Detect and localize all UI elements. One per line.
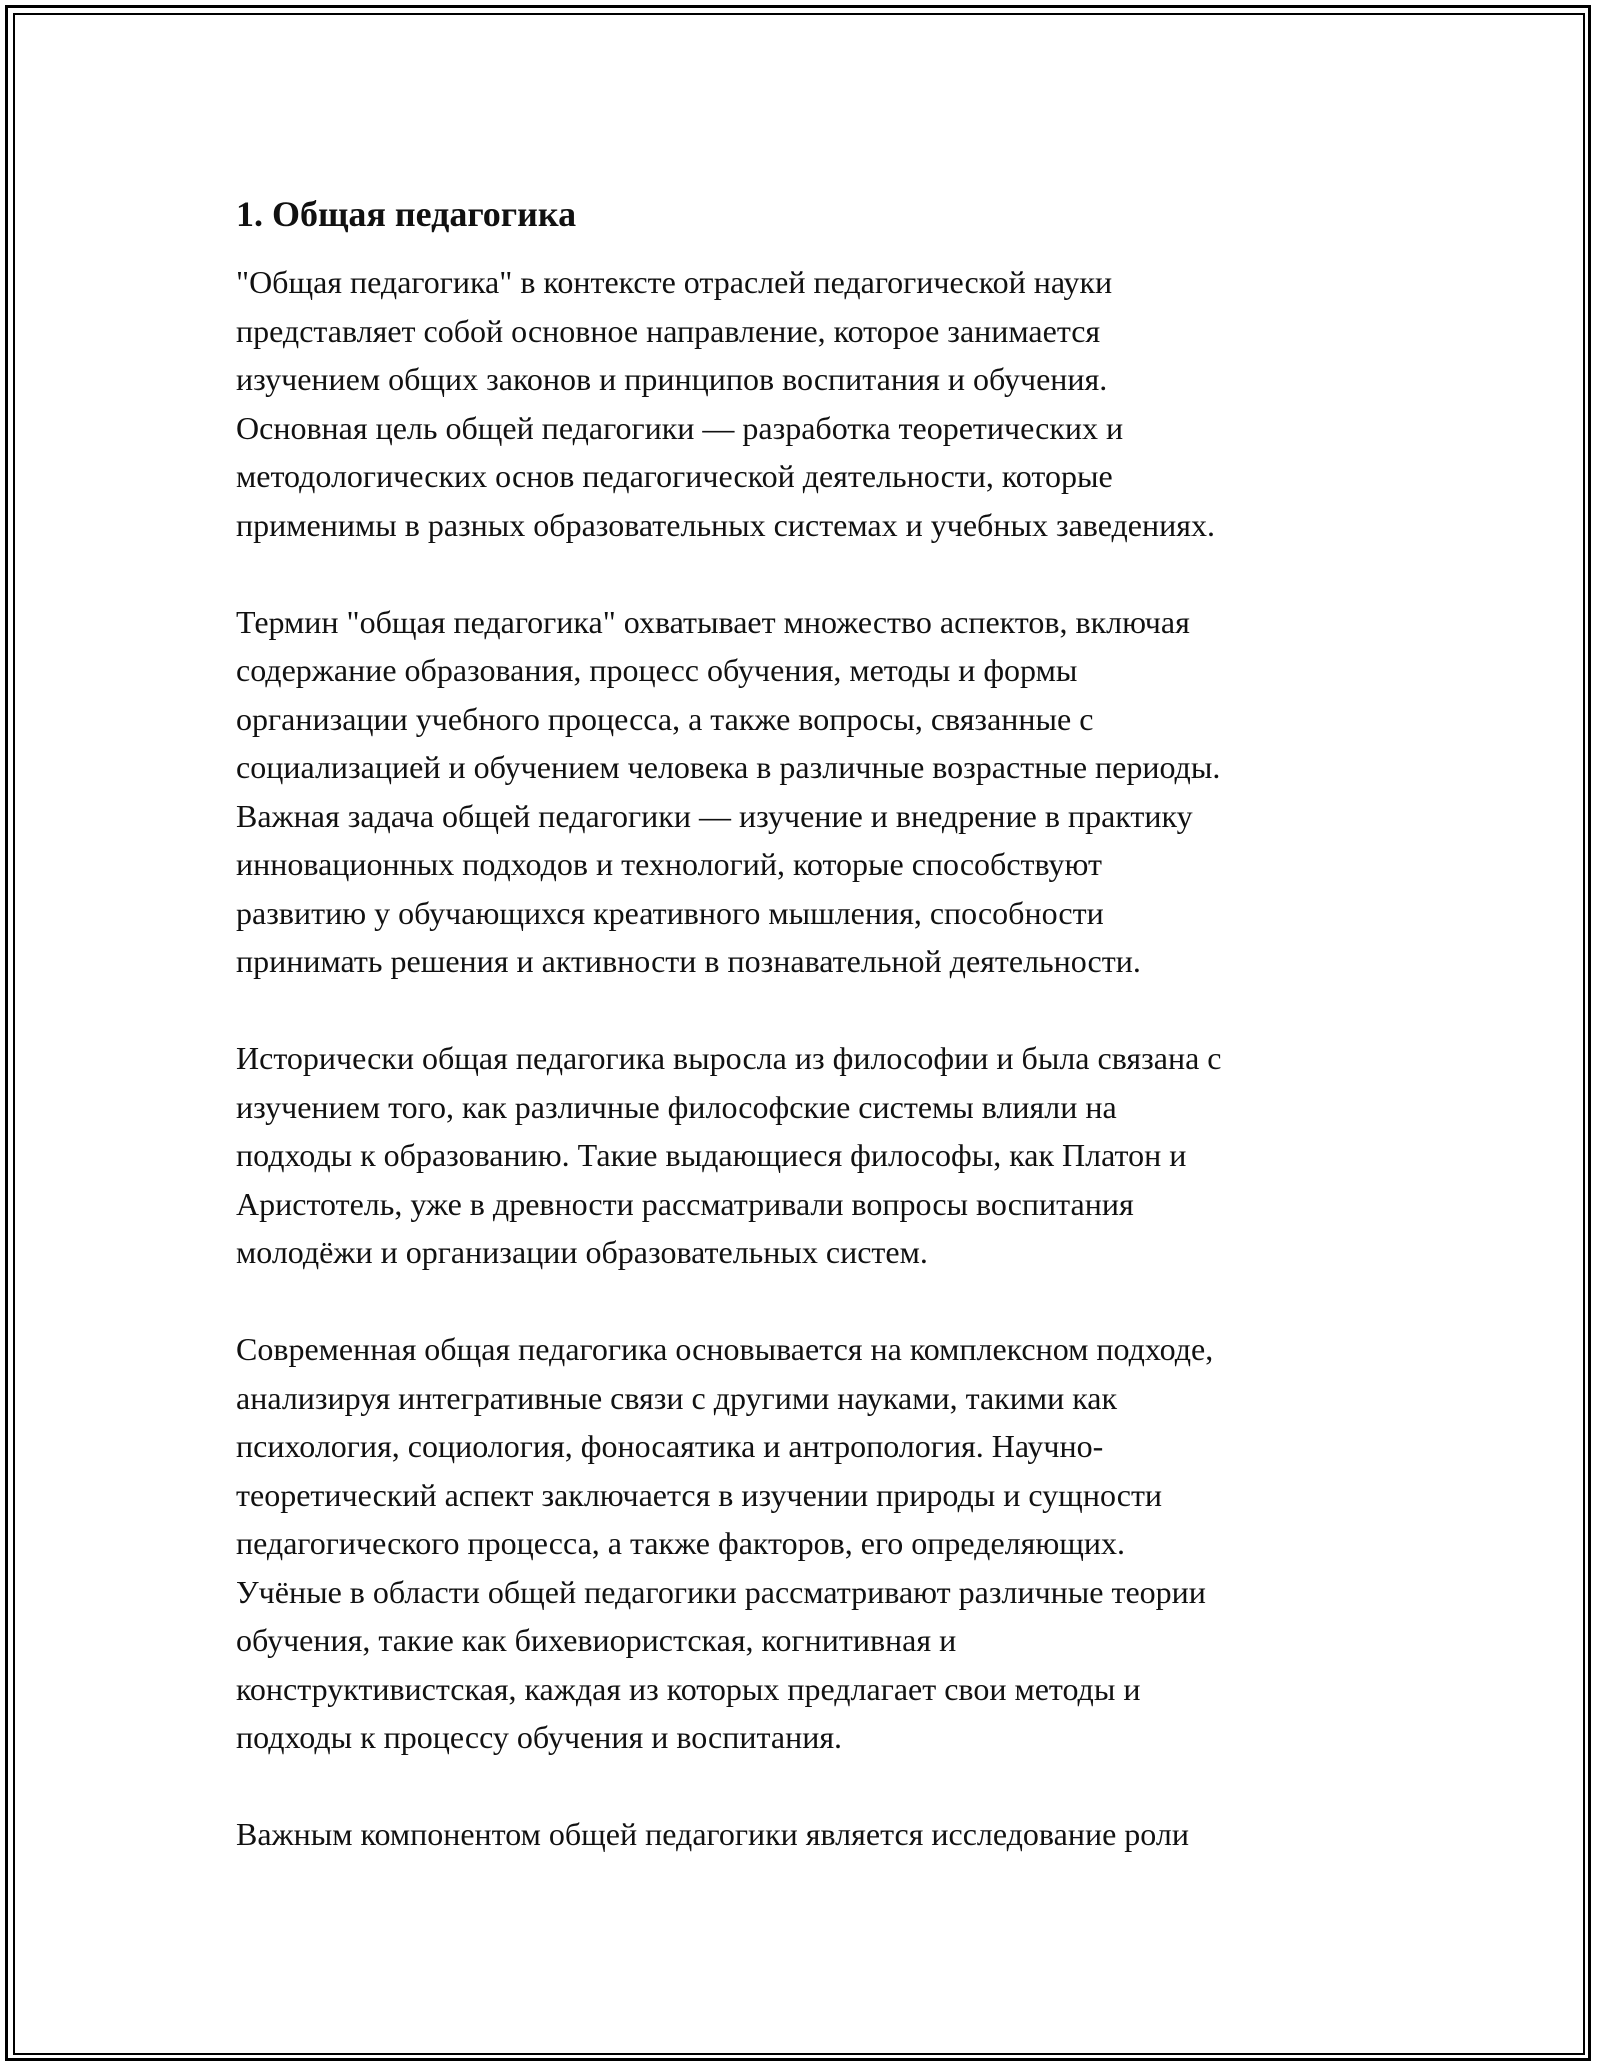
text-line: конструктивистская, каждая из которых предлагает свои методы и <box>236 1670 1141 1707</box>
paragraph-5 <box>236 1810 1386 1859</box>
text-line: изучением общих законов и принципов воспитания и обучения. <box>236 361 1108 397</box>
text-line: Аристотель, уже в древности рассматривали вопросы воспитания <box>236 1185 1134 1222</box>
text-line: Важным компонентом общей педагогики является исследование роли <box>236 1816 1189 1852</box>
paragraph-3 <box>236 1034 1386 1277</box>
text-line: молодёжи и организации образовательных систем. <box>236 1234 928 1270</box>
text-line: методологических основ педагогической деятельности, которые <box>236 458 1113 494</box>
text-line: инновационных подходов и технологий, которые способствуют <box>236 846 1102 882</box>
text-line: изучением того, как различные философские системы влияли на <box>236 1088 1117 1125</box>
text-line: социализацией и обучением человека в различные возрастные периоды. <box>236 749 1221 785</box>
text-line: теоретический аспект заключается в изучении природы и сущности <box>236 1476 1163 1513</box>
text-line: содержание образования, процесс обучения, методы и формы <box>236 652 1078 688</box>
text-line: Современная общая педагогика основывается на комплексном подходе, <box>236 1331 1214 1367</box>
text-line: принимать решения и активности в познавательной деятельности. <box>236 943 1141 979</box>
text-line: применимы в разных образовательных системах и учебных заведениях. <box>236 506 1215 543</box>
document-body <box>236 190 1386 1907</box>
text-line: Термин "общая педагогика" охватывает множество аспектов, включая <box>236 603 1190 640</box>
text-line: развитию у обучающихся креативного мышления, способности <box>236 894 1104 931</box>
text-line: подходы к образованию. Такие выдающиеся философы, как Платон и <box>236 1137 1187 1173</box>
text-line: представляет собой основное направление, которое занимается <box>236 312 1101 349</box>
text-line: Основная цель общей педагогики — разработка теоретических и <box>236 409 1124 446</box>
text-line: анализируя интегративные связи с другими науками, такими как <box>236 1379 1117 1416</box>
text-line: "Общая педагогика" в контексте отраслей педагогической науки <box>236 264 1113 300</box>
text-line: Исторически общая педагогика выросла из философии и была связана с <box>236 1040 1222 1076</box>
text-line: организации учебного процесса, а также вопросы, связанные с <box>236 700 1094 737</box>
text-line: Учёные в области общей педагогики рассматривают различные теории <box>236 1573 1206 1610</box>
paragraph-4 <box>236 1325 1386 1762</box>
text-line: подходы к процессу обучения и воспитания. <box>236 1719 843 1755</box>
text-line: Важная задача общей педагогики — изучение и внедрение в практику <box>236 797 1193 834</box>
text-line: педагогического процесса, а также факторов, его определяющих. <box>236 1525 1125 1561</box>
text-line: обучения, такие как бихевиористская, когнитивная и <box>236 1622 957 1658</box>
paragraph-2 <box>236 598 1386 986</box>
text-line: психология, социология, фоносаятика и антропология. Научно- <box>236 1428 1104 1464</box>
section-heading: 1. Общая педагогика <box>236 194 577 234</box>
paragraph-1 <box>236 258 1386 549</box>
